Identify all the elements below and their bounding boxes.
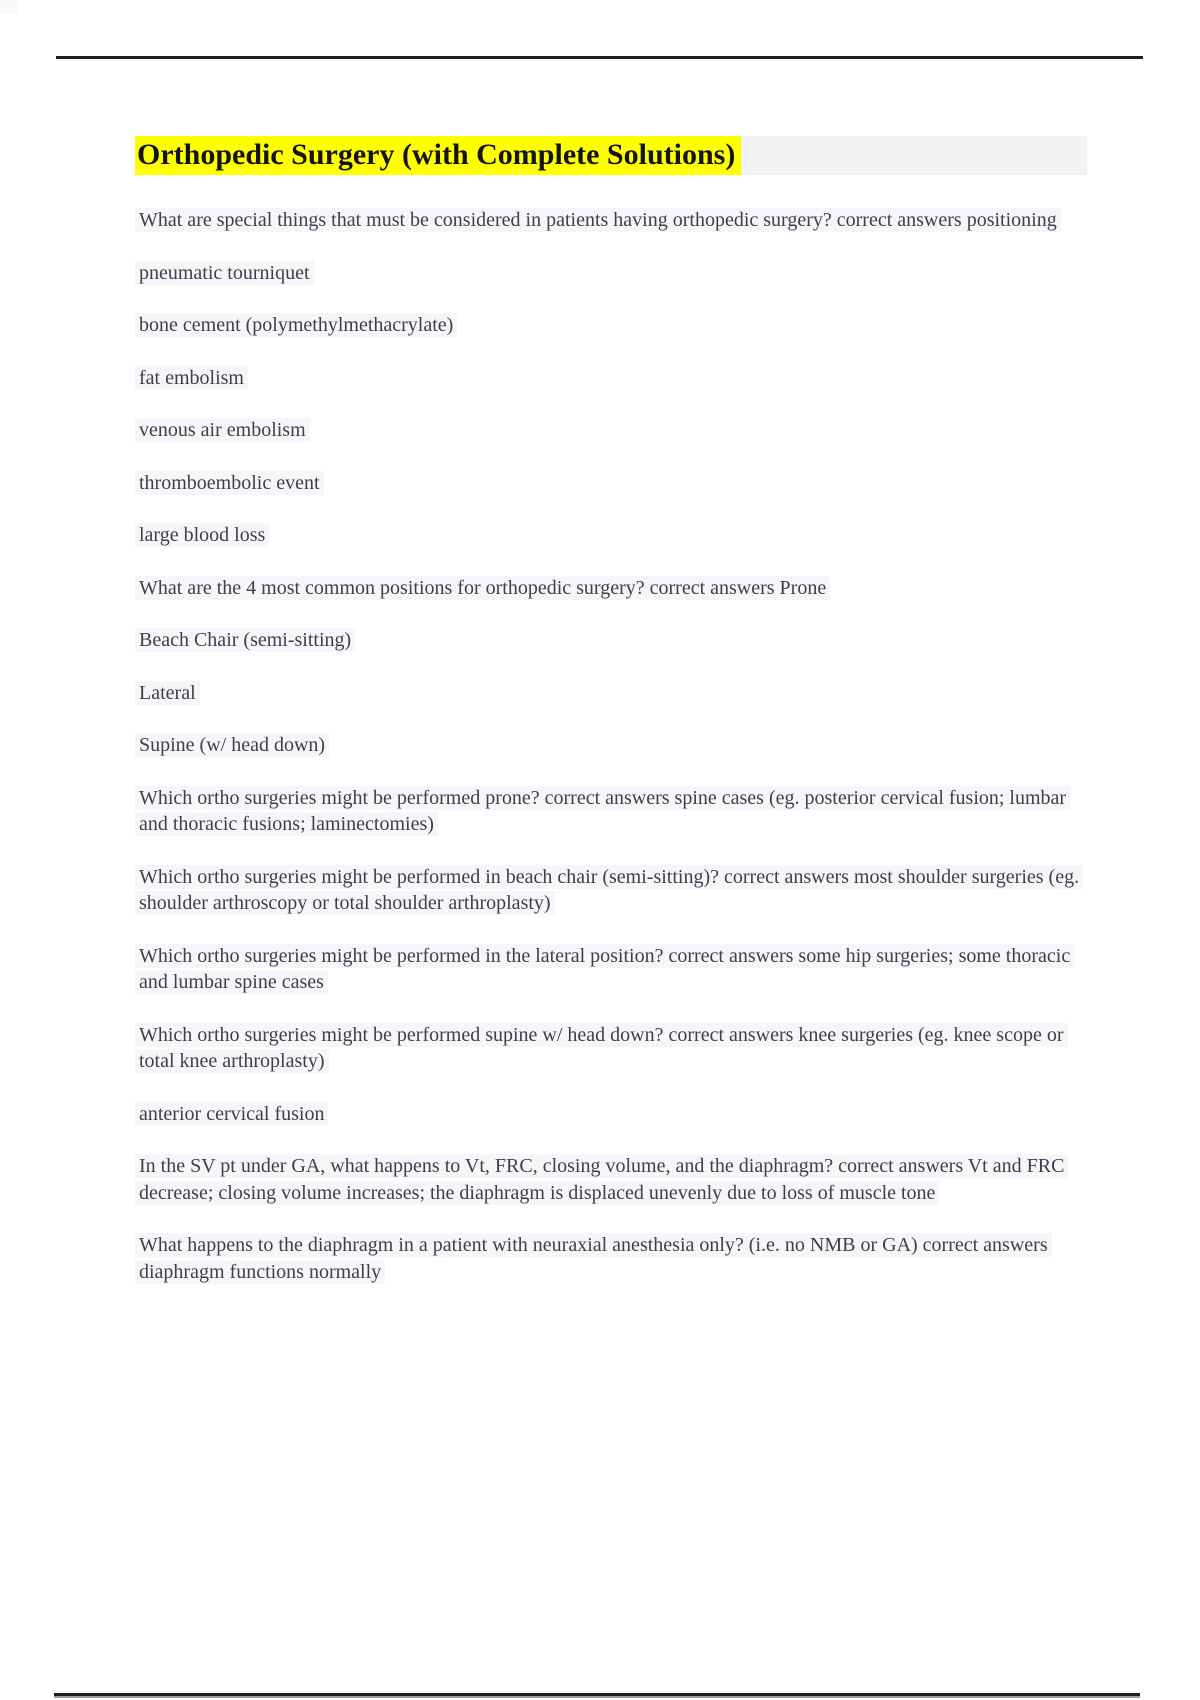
qa-list xyxy=(135,207,1085,1285)
page-title-highlight: Orthopedic Surgery (with Complete Solutions) xyxy=(135,136,741,175)
qa-paragraph-text: anterior cervical fusion xyxy=(135,1102,328,1126)
qa-paragraph xyxy=(135,470,1085,497)
qa-paragraph-text: fat embolism xyxy=(135,366,248,390)
qa-paragraph xyxy=(135,1153,1085,1206)
qa-paragraph-text: What are the 4 most common positions for orthopedic surgery? correct answers Prone xyxy=(135,576,830,600)
qa-paragraph-text: Beach Chair (semi-sitting) xyxy=(135,628,355,652)
bottom-rule xyxy=(54,1693,1140,1698)
qa-paragraph-text: Which ortho surgeries might be performed prone? correct answers spine cases (eg. posterior cervical fusion; lumbar and thoracic fusions; laminectomies) xyxy=(135,786,1070,837)
qa-paragraph xyxy=(135,1232,1085,1285)
qa-paragraph xyxy=(135,260,1085,287)
qa-paragraph-text: Which ortho surgeries might be performed in beach chair (semi-sitting)? correct answers most shoulder surgeries (eg. shoulder arthroscopy or total shoulder arthroplasty) xyxy=(135,865,1083,916)
title-bar xyxy=(135,136,1087,175)
qa-paragraph-text: thromboembolic event xyxy=(135,471,324,495)
qa-paragraph xyxy=(135,732,1085,759)
qa-paragraph xyxy=(135,864,1085,917)
qa-paragraph xyxy=(135,785,1085,838)
qa-paragraph-text: Lateral xyxy=(135,681,200,705)
qa-paragraph-text: Which ortho surgeries might be performed in the lateral position? correct answers some hip surgeries; some thoracic and lumbar spine cases xyxy=(135,944,1074,995)
qa-paragraph-text: What are special things that must be considered in patients having orthopedic surgery? correct answers positioning xyxy=(135,208,1061,232)
qa-paragraph-text: Which ortho surgeries might be performed supine w/ head down? correct answers knee surgeries (eg. knee scope or total knee arthroplasty) xyxy=(135,1023,1068,1074)
qa-paragraph xyxy=(135,207,1085,234)
qa-paragraph-text: venous air embolism xyxy=(135,418,310,442)
qa-paragraph-text: What happens to the diaphragm in a patient with neuraxial anesthesia only? (i.e. no NMB or GA) correct answers diaphragm functions normally xyxy=(135,1233,1052,1284)
qa-paragraph xyxy=(135,522,1085,549)
qa-paragraph xyxy=(135,365,1085,392)
qa-paragraph xyxy=(135,417,1085,444)
qa-paragraph xyxy=(135,680,1085,707)
qa-paragraph-text: bone cement (polymethylmethacrylate) xyxy=(135,313,457,337)
qa-paragraph xyxy=(135,1022,1085,1075)
qa-paragraph-text: In the SV pt under GA, what happens to Vt, FRC, closing volume, and the diaphragm? correct answers Vt and FRC decrease; closing volume increases; the diaphragm is displaced unevenly due to loss of muscle tone xyxy=(135,1154,1068,1205)
qa-paragraph-text: pneumatic tourniquet xyxy=(135,261,314,285)
qa-paragraph-text: large blood loss xyxy=(135,523,269,547)
qa-paragraph-text: Supine (w/ head down) xyxy=(135,733,329,757)
qa-paragraph xyxy=(135,575,1085,602)
qa-paragraph xyxy=(135,627,1085,654)
corner-artifact xyxy=(0,0,18,14)
page-title xyxy=(135,138,741,171)
top-rule xyxy=(56,56,1143,59)
qa-paragraph xyxy=(135,1101,1085,1128)
document-content xyxy=(135,136,1085,1311)
qa-paragraph xyxy=(135,943,1085,996)
qa-paragraph xyxy=(135,312,1085,339)
